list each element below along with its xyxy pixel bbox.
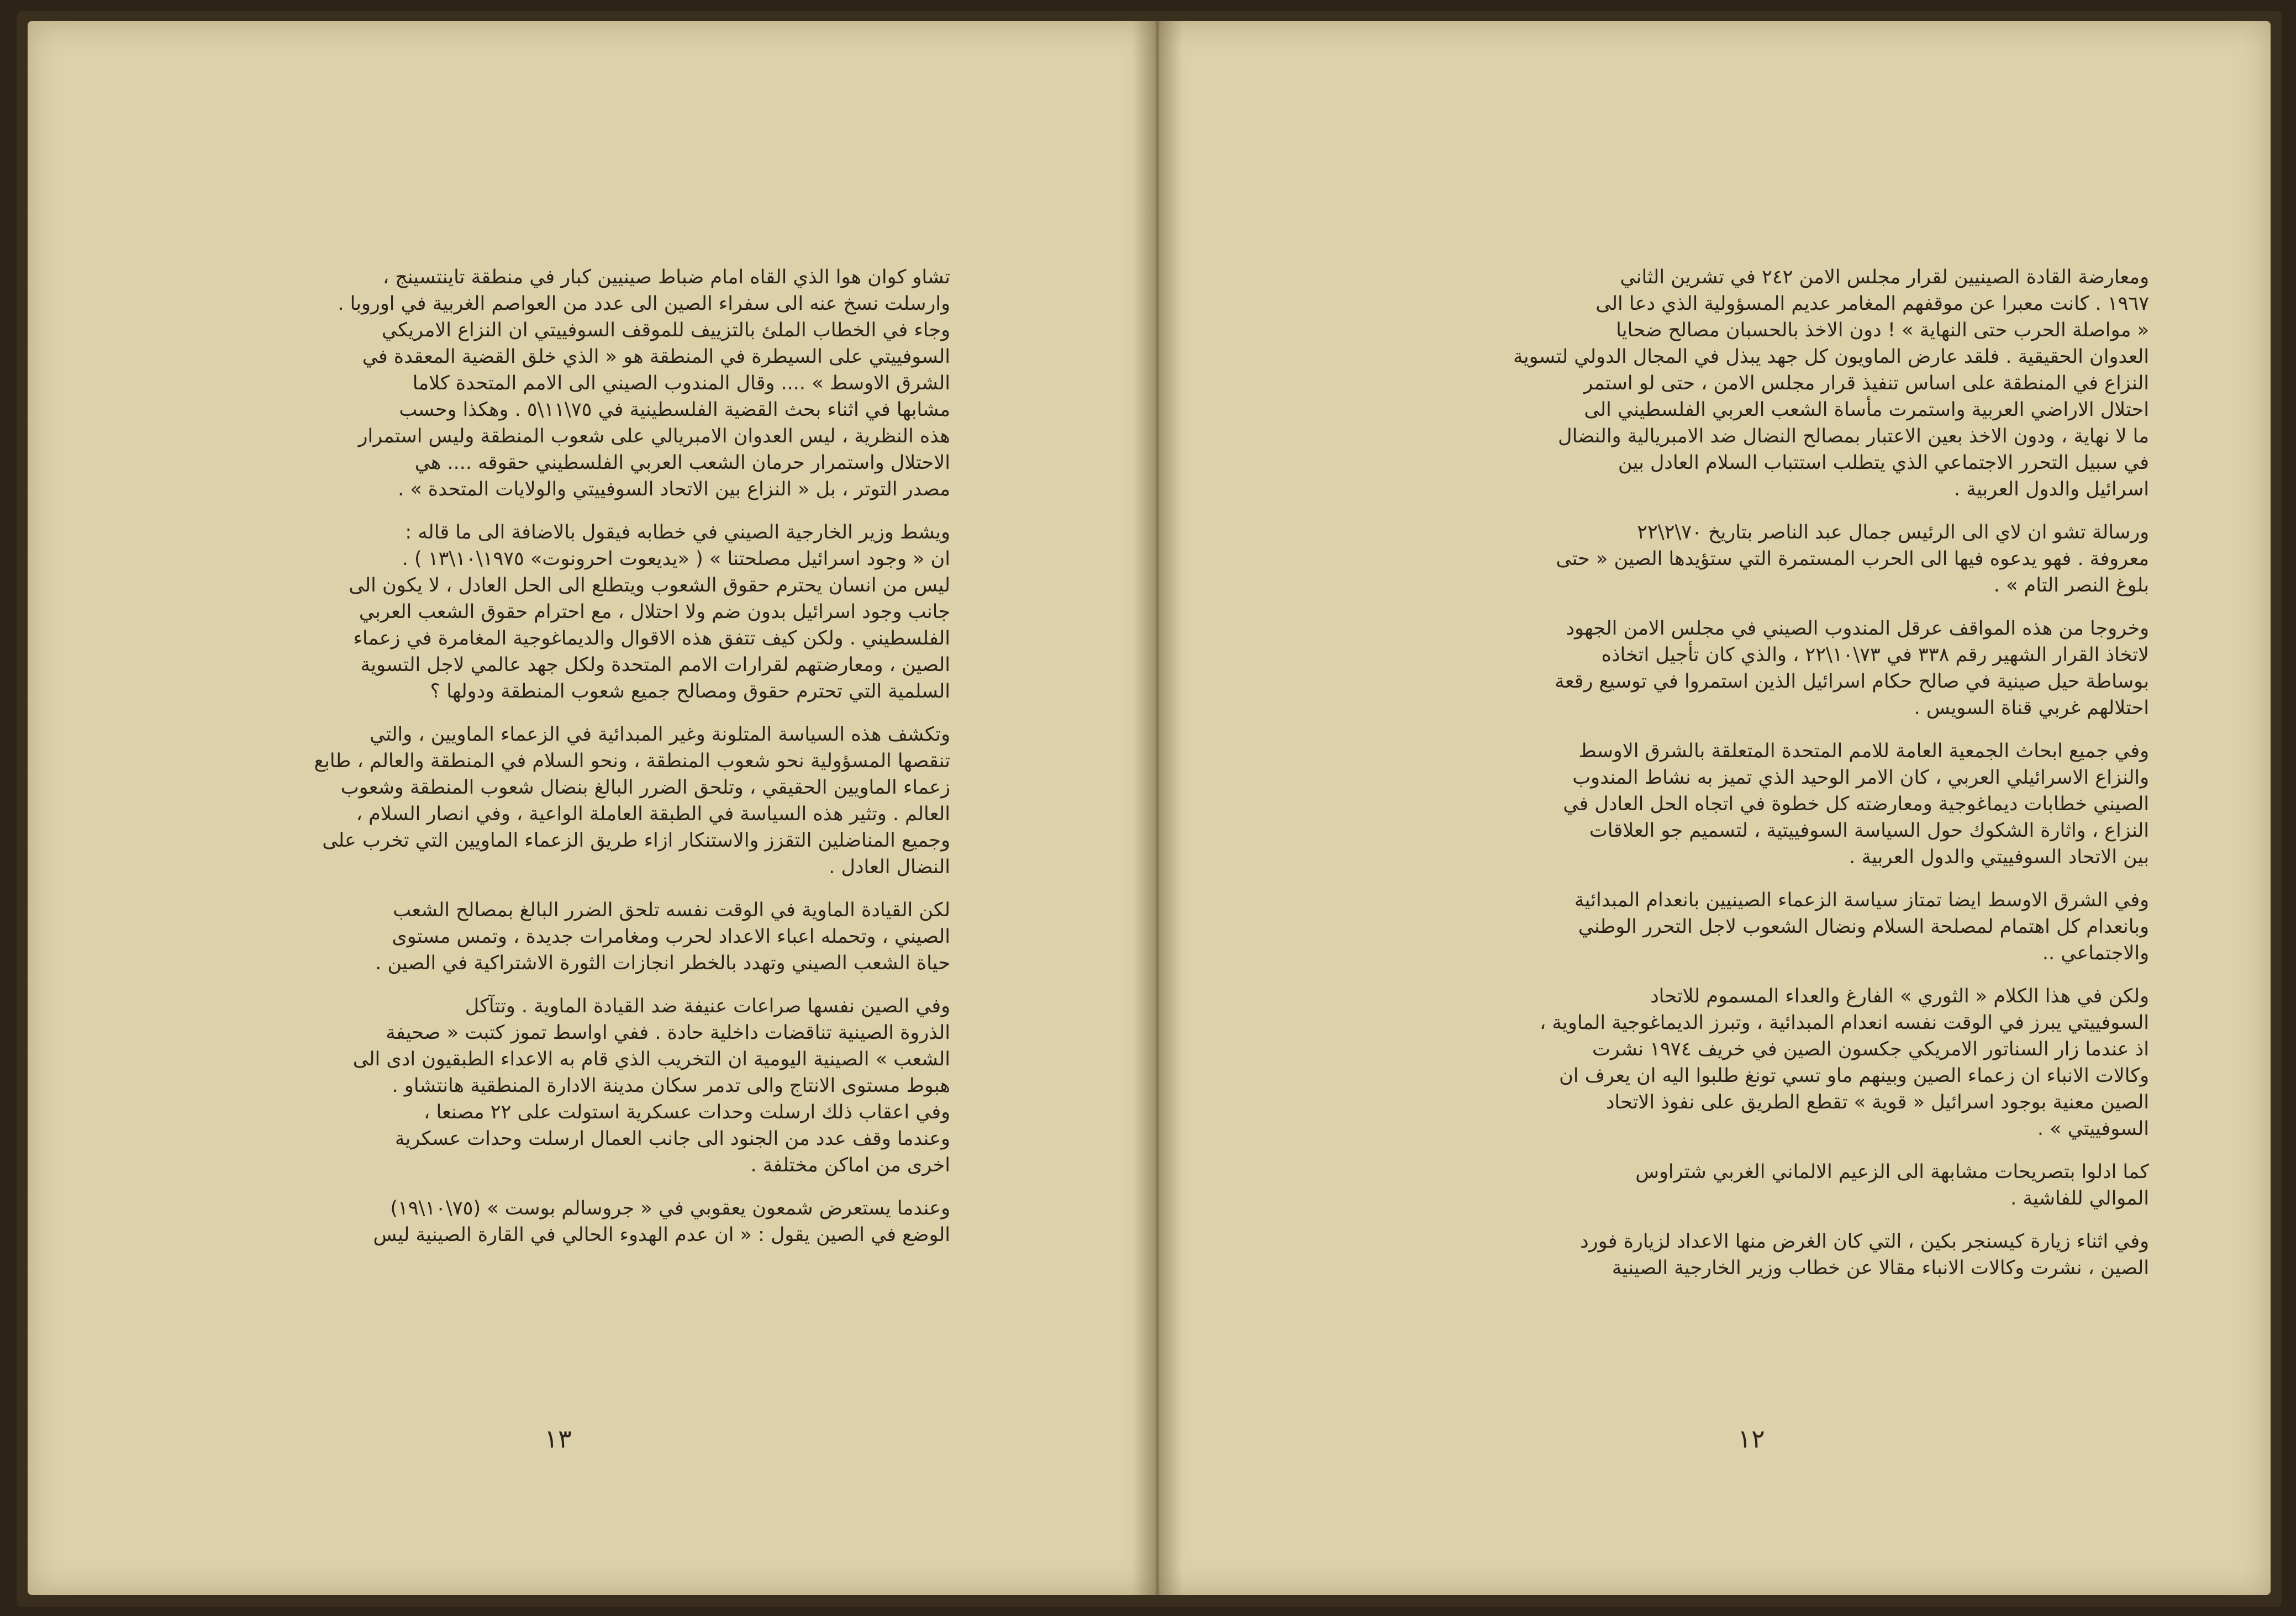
paragraph: كما ادلوا بتصريحات مشابهة الى الزعيم الالماني الغربي شتراوس الموالي للفاشية . — [1635, 1161, 2149, 1210]
paragraph: وفي اثناء زيارة كيسنجر بكين ، التي كان الغرض منها الاعداد لزيارة فورد الصين ، نشرت وكالات الانباء مقالا عن خطاب وزير الخارجية الصينية — [1580, 1231, 2149, 1279]
paragraph: وخروجا من هذه المواقف عرقل المندوب الصيني في مجلس الامن الجهود لاتخاذ القرار الشهير رقم ٣٣٨ في ٧٣\١٠\٢٢ ، والذي كان تأجيل اتخاذه بوساطة حيل صينية في صالح حكام اسرائيل الذين استمروا في توسيع رقعة احتلالهم غربي قناة السويس . — [1555, 617, 2149, 719]
paragraph: تشاو كوان هوا الذي القاه امام ضباط صينيين كبار في منطقة تاينتسينج ، وارسلت نسخ عنه الى سفراء الصين الى عدد من العواصم الغربية في اوروبا . وجاء في الخطاب الملئ بالتزييف للموقف السوفييتي ان النزاع الامريكي السوفييتي على السيطرة في المنطقة هو « الذي خلق القضية المعقدة في الشرق الاوسط » .... وقال المندوب الصيني الى الامم المتحدة كلاما مشابها في اثناء بحث القضية الفلسطينية في ٧٥\١١\٥ . وهكذا وحسب هذه النظرية ، ليس العدوان الامبريالي على شعوب المنطقة وليس استمرار الاحتلال واستمرار حرمان الشعب العربي الفلسطيني حقوقه .... هي مصدر التوتر ، بل « النزاع بين الاتحاد السوفييتي والولايات المتحدة » . — [338, 266, 950, 500]
page-number-right: ١٢ — [1737, 1424, 1765, 1454]
book-gutter — [1133, 21, 1182, 1595]
page-right — [1155, 21, 2271, 1595]
paragraph: ورسالة تشو ان لاي الى الرئيس جمال عبد الناصر بتاريخ ٧٠\٢\٢٢ معروفة . فهو يدعوه فيها الى الحرب المستمرة التي ستؤيدها الصين « حتى بلوغ النصر التام » . — [1556, 521, 2149, 596]
paragraph: ولكن في هذا الكلام « الثوري » الفارغ والعداء المسموم للاتحاد السوفييتي يبرز في الوقت نفسه انعدام المبدائية ، وتبرز الديماغوجية الماوية ، اذ عندما زار السناتور الامريكي جكسون الصين في خريف ١٩٧٤ نشرت وكالات الانباء ان زعماء الصين وبينهم ماو تسي تونغ طلبوا اليه ان يعرف ان الصين معنية بوجود اسرائيل « قوية » تقطع الطريق على نفوذ الاتحاد السوفييتي » . — [1540, 985, 2149, 1140]
page-number-left: ١٣ — [544, 1424, 572, 1454]
paragraph: وفي جميع ابحاث الجمعية العامة للامم المتحدة المتعلقة بالشرق الاوسط والنزاع الاسرائيلي العربي ، كان الامر الوحيد الذي تميز به نشاط المندوب الصيني خطابات ديماغوجية ومعارضته كل خطوة في اتجاه الحل العادل في النزاع ، واثارة الشكوك حول السياسة السوفييتية ، لتسميم جو العلاقات بين الاتحاد السوفييتي والدول العربية . — [1563, 740, 2149, 868]
paragraph: وتكشف هذه السياسة المتلونة وغير المبدائية في الزعماء الماويين ، والتي تنقصها المسؤولية نحو شعوب المنطقة ، ونحو السلام في المنطقة والعالم ، طابع زعماء الماويين الحقيقي ، وتلحق الضرر البالغ بنضال شعوب المنطقة وشعوب العالم . وتثير هذه السياسة في الطبقة العاملة الواعية ، وفي انصار السلام ، وجميع المناضلين التقزز والاستنكار ازاء طريق الزعماء الماويين التي تخرب على النضال العادل . — [314, 723, 950, 878]
paragraph: وفي الصين نفسها صراعات عنيفة ضد القيادة الماوية . وتتآكل الذروة الصينية تناقضات داخلية حادة . ففي اواسط تموز كتبت « صحيفة الشعب » الصينية اليومية ان التخريب الذي قام به الاعداء الطبقيون ادى الى هبوط مستوى الانتاج والى تدمر سكان مدينة الادارة المنطقية هانتشاو . وفي اعقاب ذلك ارسلت وحدات عسكرية استولت على ٢٢ مصنعا ، وعندما وقف عدد من الجنود الى جانب العمال ارسلت وحدات عسكرية اخرى من اماكن مختلفة . — [352, 995, 950, 1176]
paragraph: ويشط وزير الخارجية الصيني في خطابه فيقول بالاضافة الى ما قاله : ان « وجود اسرائيل مصلحتنا » ( «يديعوت احرونوت» ١٩٧٥\١٠\١٣ ) . ليس من انسان يحترم حقوق الشعوب ويتطلع الى الحل العادل ، لا يكون الى جانب وجود اسرائيل بدون ضم ولا احتلال ، مع احترام حقوق الشعب العربي الفلسطيني . ولكن كيف تتفق هذه الاقوال والديماغوجية المغامرة في زعماء الصين ، ومعارضتهم لقرارات الامم المتحدة ولكل جهد عالمي لاجل التسوية السلمية التي تحترم حقوق ومصالح جميع شعوب المنطقة ودولها ؟ — [349, 521, 950, 703]
paragraph: وعندما يستعرض شمعون يعقوبي في « جروسالم بوست » (٧٥\١٠\١٩) الوضع في الصين يقول : « ان عدم الهدوء الحالي في القارة الصينية ليس — [373, 1197, 950, 1246]
page-left-text — [171, 264, 950, 1265]
page-left — [28, 21, 1155, 1595]
paragraph: وفي الشرق الاوسط ايضا تمتاز سياسة الزعماء الصينيين بانعدام المبدائية وبانعدام كل اهتمام لمصلحة السلام ونضال الشعوب لاجل التحرر الوطني والاجتماعي .. — [1574, 889, 2149, 964]
open-booklet — [17, 11, 2282, 1607]
page-right-text — [1337, 264, 2149, 1298]
paragraph: لكن القيادة الماوية في الوقت نفسه تلحق الضرر البالغ بمصالح الشعب الصيني ، وتحمله اعباء الاعداد لحرب ومغامرات جديدة ، وتمس مستوى حياة الشعب الصيني وتهدد بالخطر انجازات الثورة الاشتراكية في الصين . — [375, 899, 950, 974]
paragraph: ومعارضة القادة الصينيين لقرار مجلس الامن ٢٤٢ في تشرين الثاني ١٩٦٧ . كانت معبرا عن موقفهم المغامر عديم المسؤولية الذي دعا الى « مواصلة الحرب حتى النهاية » ! دون الاخذ بالحسبان مصالح ضحايا العدوان الحقيقية . فلقد عارض الماويون كل جهد يبذل في المجال الدولي لتسوية النزاع في المنطقة على اساس تنفيذ قرار مجلس الامن ، حتى لو استمر احتلال الاراضي العربية واستمرت مأساة الشعب العربي الفلسطيني الى ما لا نهاية ، ودون الاخذ بعين الاعتبار بمصالح النضال ضد الامبريالية والنضال في سبيل التحرر الاجتماعي الذي يتطلب استتباب السلام العادل بين اسرائيل والدول العربية . — [1513, 266, 2149, 500]
